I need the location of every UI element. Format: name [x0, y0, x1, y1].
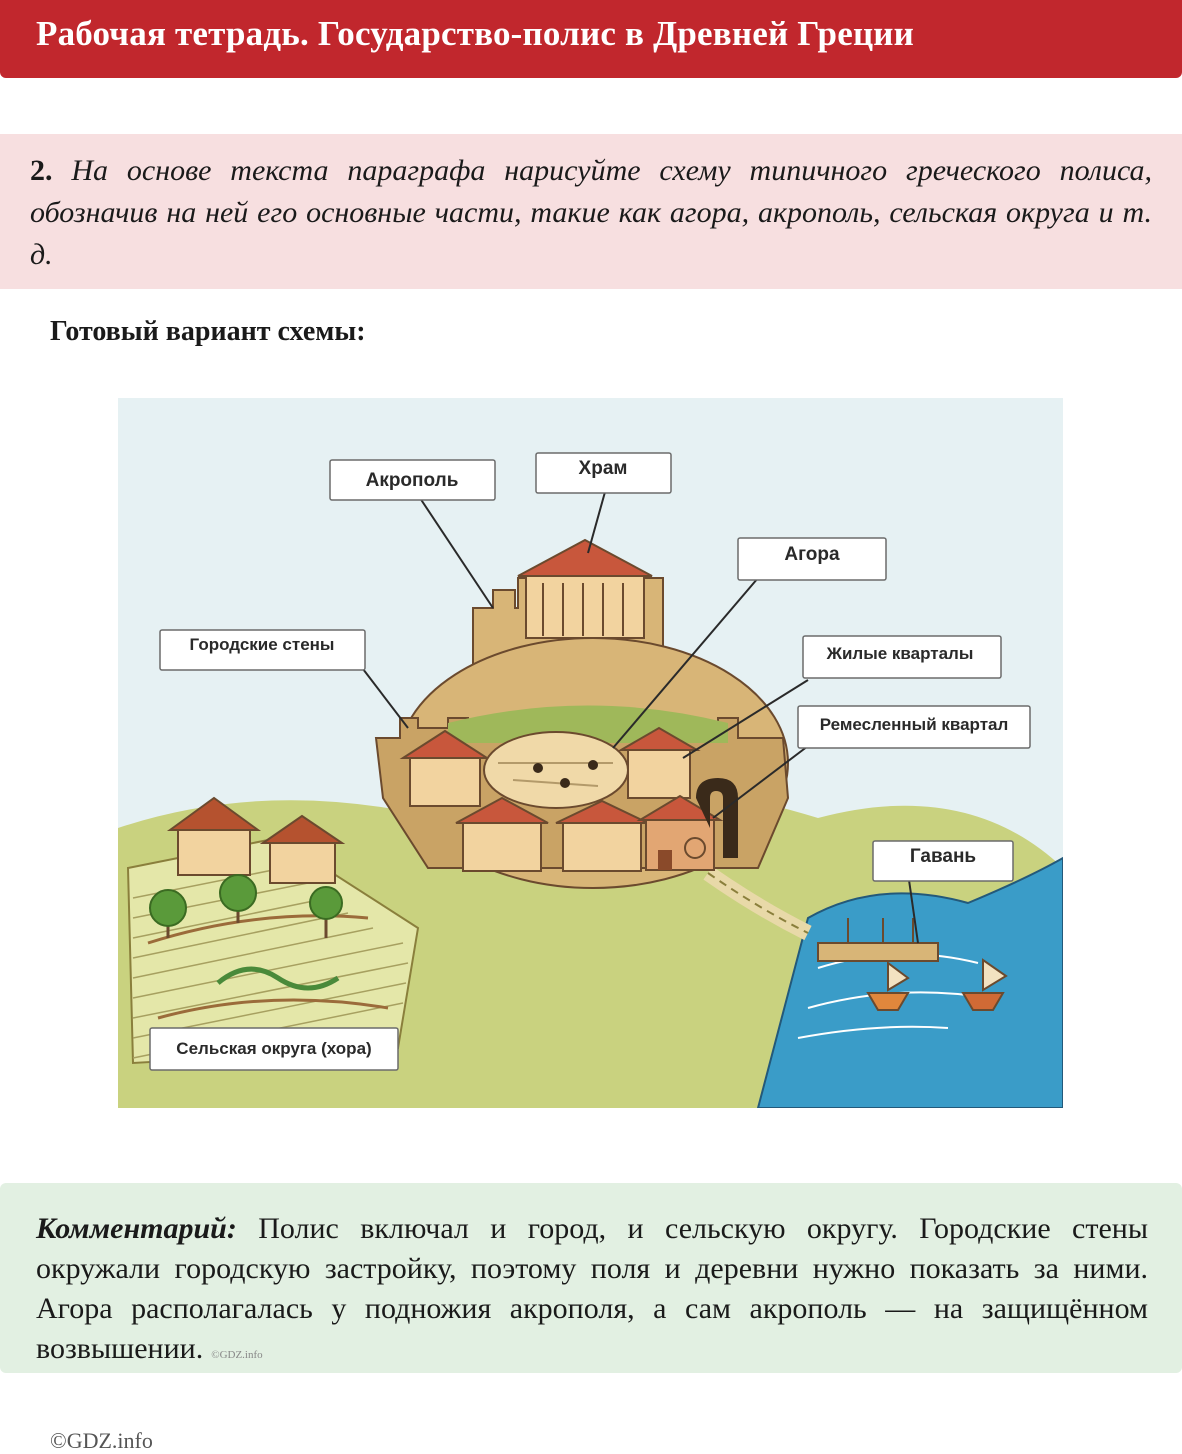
svg-text:Храм: Храм: [578, 458, 628, 479]
label-agora: [738, 538, 886, 580]
label-craft: [798, 706, 1030, 748]
comment-label: Комментарий:: [36, 1212, 237, 1245]
label-harbor: [873, 841, 1013, 881]
label-temple: [536, 453, 671, 493]
footer-watermark: ©GDZ.info: [50, 1428, 153, 1453]
inline-watermark: ©GDZ.info: [211, 1349, 263, 1361]
task-number: 2.: [30, 154, 53, 187]
label-countryside: [150, 1028, 398, 1070]
svg-text:Акрополь: Акрополь: [365, 470, 459, 491]
label-city-walls: [160, 630, 365, 670]
svg-text:Ремесленный квартал: Ремесленный квартал: [819, 715, 1009, 734]
polis-diagram: [118, 398, 1063, 1108]
task-text: [30, 150, 1152, 276]
label-residential: [803, 636, 1001, 678]
svg-text:Агора: Агора: [784, 544, 840, 565]
svg-text:Гавань: Гавань: [909, 846, 977, 867]
comment-block: [0, 1183, 1182, 1373]
svg-text:Жилые кварталы: Жилые кварталы: [826, 644, 974, 663]
agora-square: [484, 732, 628, 808]
answer-subtitle: Готовый вариант схемы:: [50, 316, 366, 347]
task-block: [0, 134, 1182, 289]
page-title: Рабочая тетрадь. Государство-полис в Древней Греции: [36, 14, 915, 53]
task-body: На основе текста параграфа нарисуйте схему типичного греческого полиса, обозначив на ней его основные части, такие как агора, акрополь, сельская округа и т. д.: [30, 154, 1152, 271]
comment-body: Полис включал и город, и сельскую округу. Городские стены окружали городскую застройку, поэтому поля и деревни нужно показать за ними. Агора располагалась у подножия акрополя, а сам акрополь — на защищённом возвышении.: [36, 1212, 1149, 1365]
svg-text:Сельская округа (хора): Сельская округа (хора): [176, 1039, 372, 1058]
svg-text:Городские стены: Городские стены: [189, 635, 335, 654]
comment-text: [36, 1209, 1148, 1375]
label-acropolis: [330, 460, 495, 500]
header-bar: [0, 0, 1182, 78]
